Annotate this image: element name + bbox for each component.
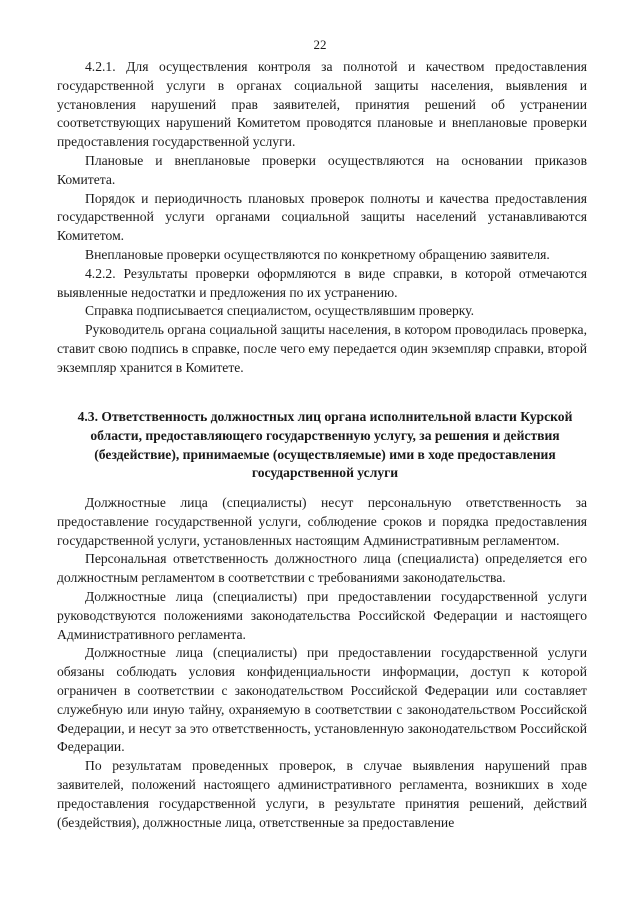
paragraph-head-signature: Руководитель органа социальной защиты населения, в котором проводилась проверка, ставит свою подпись в справке, после чего ему передается один экземпляр справки, второй экземпляр хранится в Комитете. (57, 322, 587, 375)
paragraph-check-results: По результатам проведенных проверок, в случае выявления нарушений прав заявителей, положений настоящего административного регламента, возникших в ходе предоставления государственной услуги, в результате принятия решений, действий (бездействия), должностные лица, ответственные за предоставление (57, 758, 587, 830)
paragraph-4-2-1: 4.2.1. Для осуществления контроля за полнотой и качеством предоставления государственной услуги в органах социальной защиты населения, выявления и установления нарушений прав заявителей, принятия решений об устранении соответствующих нарушений Комитетом проводятся плановые и внеплановые проверки предоставления государственной услуги. (57, 59, 587, 150)
section-heading-block (70, 408, 580, 483)
section-heading-4-3: 4.3. Ответственность должностных лиц органа исполнительной власти Курской области, предоставляющего государственную услугу, за решения и действия (бездействие), принимаемые (осуществляемые) ими в ходе предоставления государственной услуги (77, 409, 573, 481)
paragraph-legislation: Должностные лица (специалисты) при предоставлении государственной услуги руководствуются положениями законодательства Российской Федерации и настоящего Административного регламента. (57, 588, 587, 642)
paragraph-unplanned-checks: Внеплановые проверки осуществляются по конкретному обращению заявителя. (85, 246, 550, 262)
paragraph-planned-checks: Плановые и внеплановые проверки осуществляются на основании приказов Комитета. (57, 152, 587, 187)
page-number: 22 (313, 37, 327, 52)
paragraph-4-2-2: 4.2.2. Результаты проверки оформляются в виде справки, в которой отмечаются выявленные недостатки и предложения по их устранению. (57, 265, 587, 300)
paragraph-certificate-signed: Справка подписывается специалистом, осуществлявшим проверку. (85, 303, 474, 319)
paragraph-personal-responsibility: Должностные лица (специалисты) несут персональную ответственность за предоставление государственной услуги, соблюдение сроков и порядка предоставления государственной услуги, установленных настоящим Административным регламентом. (57, 495, 587, 548)
section-4-3-text (57, 494, 587, 832)
section-4-2-text (57, 58, 587, 378)
paragraph-job-regulation: Персональная ответственность должностного лица (специалиста) определяется его должностным регламентом в соответствии с требованиями законодательства. (57, 551, 587, 586)
paragraph-check-order: Порядок и периодичность плановых проверок полноты и качества предоставления государственной услуги органами социальной защиты населений устанавливаются Комитетом. (57, 190, 587, 244)
paragraph-confidentiality: Должностные лица (специалисты) при предоставлении государственной услуги обязаны соблюдать условия конфиденциальности информации, доступ к которой ограничен в соответствии с законодательством Российской Федерации или составляет служебную или иную тайну, охраняемую в соответствии с законодательством Российской Федерации, и несут за это ответственность, установленную законодательством Российской Федерации. (57, 645, 587, 755)
